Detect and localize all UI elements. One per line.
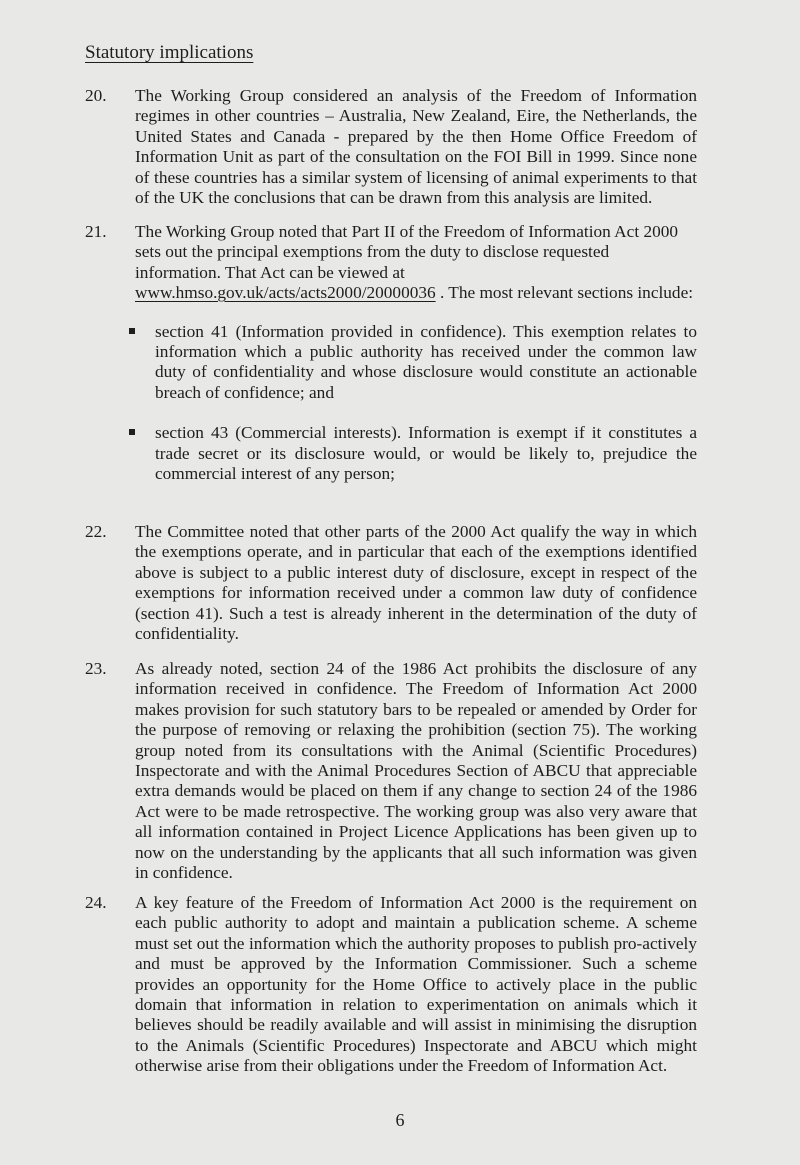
paragraph-text-intro: The Working Group noted that Part II of the Freedom of Information Act 2000 sets out the principal exemptions from the duty to disclose requested information. That Act can be viewed at xyxy=(135,222,679,282)
paragraph-text: The Committee noted that other parts of the 2000 Act qualify the way in which the exemptions operate, and in particular that each of the exemptions identified above is subject to a public interest duty of disclosure, except in respect of the exemptions for information received under a common law duty of confidence (section 41). Such a test is already inherent in the determination of the duty of confidentiality. xyxy=(135,522,697,644)
paragraph-number: 23. xyxy=(85,659,107,678)
paragraph-20 xyxy=(85,86,697,208)
list-item-text: section 41 (Information provided in confidence). This exemption relates to information which a public authority has received under the common law duty of confidentiality and whose disclosure would constitute an actionable breach of confidence; and xyxy=(155,321,697,402)
paragraph-text: A key feature of the Freedom of Information Act 2000 is the requirement on each public authority to adopt and maintain a publication scheme. A scheme must set out the information which the authority proposes to publish pro-actively and must be approved by the Information Commissioner. Such a scheme provides an opportunity for the Home Office to actively place in the public domain that information in relation to experimentation on animals which it believes should be readily available and will assist in minimising the disruption to the Animals (Scientific Procedures) Inspectorate and ABCU which might otherwise arise from their obligations under the Freedom of Information Act. xyxy=(135,893,697,1076)
paragraph-21 xyxy=(85,222,697,504)
bullet-icon xyxy=(129,429,135,435)
bullet-icon xyxy=(129,328,135,334)
paragraph-22 xyxy=(85,522,697,644)
page-number: 6 xyxy=(395,1110,405,1130)
list-item xyxy=(155,423,697,484)
paragraph-number: 21. xyxy=(85,222,107,241)
list-item xyxy=(155,322,697,404)
paragraph-number: 24. xyxy=(85,893,107,912)
paragraph-text xyxy=(135,222,697,304)
paragraph-24 xyxy=(85,893,697,1077)
paragraph-text-outro: . The most relevant sections include: xyxy=(439,283,694,303)
paragraph-text: The Working Group considered an analysis of the Freedom of Information regimes in other countries – Australia, New Zealand, Eire, the Netherlands, the United States and Canada - prepared by the then Home Office Freedom of Information Unit as part of the consultation on the FOI Bill in 1999. Since none of these countries has a similar system of licensing of animal experiments to that of the UK the conclusions that can be drawn from this analysis are limited. xyxy=(135,86,697,208)
paragraph-number: 22. xyxy=(85,522,107,541)
paragraph-number: 20. xyxy=(85,86,107,105)
list-item-text: section 43 (Commercial interests). Information is exempt if it constitutes a trade secret or its disclosure would, or would be likely to, prejudice the commercial interest of any person; xyxy=(155,423,697,484)
section-heading: Statutory implications xyxy=(85,42,254,63)
paragraph-23 xyxy=(85,659,697,883)
legislation-link[interactable]: www.hmso.gov.uk/acts/acts2000/20000036 xyxy=(135,283,436,303)
exemption-list xyxy=(85,322,697,485)
paragraph-text: As already noted, section 24 of the 1986 Act prohibits the disclosure of any information received in confidence. The Freedom of Information Act 2000 makes provision for such statutory bars to be repealed or amended by Order for the purpose of removing or relaxing the prohibition (section 75). The working group noted from its consultations with the Animal (Scientific Procedures) Inspectorate and with the Animal Procedures Section of ABCU that appreciable extra demands would be placed on them if any change to section 24 of the 1986 Act were to be made retrospective. The working group was also very aware that all information contained in Project Licence Applications has been given up to now on the understanding by the applicants that all such information was given in confidence. xyxy=(135,659,697,883)
